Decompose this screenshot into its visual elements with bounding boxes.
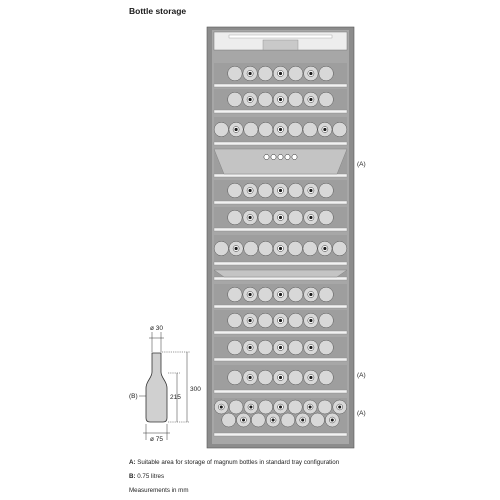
bottle-1-4 [288, 92, 303, 107]
bottle-5-0 [228, 210, 243, 225]
bottle-2-1-cork [235, 128, 238, 131]
shelf-rail-6 [214, 262, 347, 265]
bottle-6-3 [259, 241, 273, 255]
bottle-0-3-cork [279, 72, 282, 75]
marker-a-3: (A) [357, 410, 366, 417]
bottle-2-4-cork [279, 128, 282, 131]
legend-b-key: B: [129, 473, 136, 480]
bottle-11-2 [258, 370, 273, 385]
bottle-dimension-drawing [129, 325, 201, 443]
stack-bottom-4 [281, 413, 295, 427]
marker-a-2: (A) [357, 372, 366, 379]
stack-bottom-6 [311, 413, 325, 427]
shelf-rail-10 [214, 358, 347, 361]
bottle-10-2 [258, 340, 273, 355]
shelf-group [214, 63, 347, 436]
bottle-8-4 [288, 287, 303, 302]
stack-top-2-cork [249, 405, 252, 408]
bottle-4-1-cork [248, 189, 251, 192]
bottle-9-6 [319, 313, 334, 328]
bottle-2-0 [214, 122, 228, 136]
stack-bottom-1-cork [242, 418, 245, 421]
bottle-0-6 [319, 66, 334, 81]
stack-bottom-5-cork [301, 418, 304, 421]
bottle-10-6 [319, 340, 334, 355]
legend-b-text: 0.75 litres [137, 473, 165, 480]
bottle-0-2 [258, 66, 273, 81]
shelf-rail-0 [214, 84, 347, 87]
bottle-5-2 [258, 210, 273, 225]
shelf-rail-11 [214, 390, 347, 393]
bottle-6-8 [333, 241, 347, 255]
stack-bottom-7-cork [331, 418, 334, 421]
bottle-1-6 [319, 92, 334, 107]
stack-top-8-cork [338, 405, 341, 408]
body-diameter-label: ø 75 [150, 436, 164, 443]
stack-top-1 [229, 400, 243, 414]
shelf-rail-9 [214, 331, 347, 334]
bottle-10-0 [228, 340, 243, 355]
bottle-11-1-cork [248, 376, 251, 379]
magnum-bottle-3-4 [292, 154, 297, 159]
legend-measurements: Measurements in mm [129, 487, 189, 494]
display-screen [263, 40, 298, 50]
stack-top-3 [259, 400, 273, 414]
bottle-11-0 [228, 370, 243, 385]
magnum-bottle-3-2 [278, 154, 283, 159]
bottle-4-0 [228, 183, 243, 198]
bottle-6-4-cork [279, 247, 282, 250]
marker-a-1: (A) [357, 161, 366, 168]
bottle-2-8 [333, 122, 347, 136]
bottle-9-5-cork [309, 319, 312, 322]
bottle-8-2 [258, 287, 273, 302]
bottle-1-0 [228, 92, 243, 107]
bottle-5-4 [288, 210, 303, 225]
bottle-11-3-cork [279, 376, 282, 379]
bottle-6-7-cork [323, 247, 326, 250]
stack-top-5 [288, 400, 302, 414]
bottle-8-6 [319, 287, 334, 302]
bottle-outline [146, 353, 167, 422]
bottle-0-5-cork [309, 72, 312, 75]
page-title: Bottle storage [129, 6, 187, 16]
stack-bottom-3-cork [272, 418, 275, 421]
shelf-rail-4 [214, 201, 347, 204]
legend-a-key: A: [129, 459, 136, 466]
magnum-tray-3 [214, 149, 347, 174]
bottle-11-5-cork [309, 376, 312, 379]
legend-a-text: Suitable area for storage of magnum bottles in standard tray configuration [137, 459, 340, 466]
magnum-bottle-3-0 [264, 154, 269, 159]
magnum-bottle-3-3 [285, 154, 290, 159]
bottle-marker-b: (B) [129, 393, 138, 400]
stack-bottom-2 [251, 413, 265, 427]
bottle-5-6 [319, 210, 334, 225]
stack-top-0-cork [220, 405, 223, 408]
bottle-9-3-cork [279, 319, 282, 322]
bottle-9-1-cork [248, 319, 251, 322]
bottle-4-5-cork [309, 189, 312, 192]
bottle-1-2 [258, 92, 273, 107]
bottle-8-1-cork [248, 293, 251, 296]
bottle-0-0 [228, 66, 243, 81]
bottle-2-7-cork [323, 128, 326, 131]
bottle-1-1-cork [248, 98, 251, 101]
bottle-8-5-cork [309, 293, 312, 296]
bottle-9-0 [228, 313, 243, 328]
bottle-10-5-cork [309, 346, 312, 349]
bottle-5-3-cork [279, 216, 282, 219]
magnum-bottle-3-1 [271, 154, 276, 159]
shelf-rail-8 [214, 305, 347, 308]
bottle-9-2 [258, 313, 273, 328]
bottle-10-3-cork [279, 346, 282, 349]
bottle-5-5-cork [309, 216, 312, 219]
bottle-10-4 [288, 340, 303, 355]
bottle-5-1-cork [248, 216, 251, 219]
bottle-8-3-cork [279, 293, 282, 296]
bottle-11-6 [319, 370, 334, 385]
bottle-0-1-cork [248, 72, 251, 75]
bottle-2-6 [303, 122, 317, 136]
display-strip [229, 35, 332, 38]
bottle-2-3 [259, 122, 273, 136]
shelf-rail-7 [214, 277, 347, 280]
stack-top-4-cork [279, 405, 282, 408]
bottle-4-2 [258, 183, 273, 198]
bottle-4-6 [319, 183, 334, 198]
bottle-2-5 [288, 122, 302, 136]
bottle-4-4 [288, 183, 303, 198]
height-body-label: 215 [170, 394, 181, 401]
shelf-rail-2 [214, 142, 347, 145]
stack-top-7 [318, 400, 332, 414]
bottle-9-4 [288, 313, 303, 328]
shelf-rail-3 [214, 174, 347, 177]
shelf-rail-1 [214, 110, 347, 113]
bottle-6-5 [288, 241, 302, 255]
bottle-2-2 [244, 122, 258, 136]
height-total-label: 300 [190, 386, 201, 393]
bottle-6-0 [214, 241, 228, 255]
shelf-rail-12 [214, 433, 347, 436]
legend-b [129, 473, 164, 480]
neck-diameter-label: ø 30 [150, 325, 164, 332]
shelf-rail-5 [214, 228, 347, 231]
stack-bottom-0 [222, 413, 236, 427]
bottle-0-4 [288, 66, 303, 81]
bottle-1-5-cork [309, 98, 312, 101]
bottle-6-6 [303, 241, 317, 255]
bottle-1-3-cork [279, 98, 282, 101]
magnum-tray-7 [214, 270, 347, 277]
bottle-4-3-cork [279, 189, 282, 192]
stack-top-6-cork [309, 405, 312, 408]
legend-a [129, 459, 339, 466]
bottle-11-4 [288, 370, 303, 385]
bottle-8-0 [228, 287, 243, 302]
bottle-6-2 [244, 241, 258, 255]
bottle-6-1-cork [235, 247, 238, 250]
bottle-10-1-cork [248, 346, 251, 349]
